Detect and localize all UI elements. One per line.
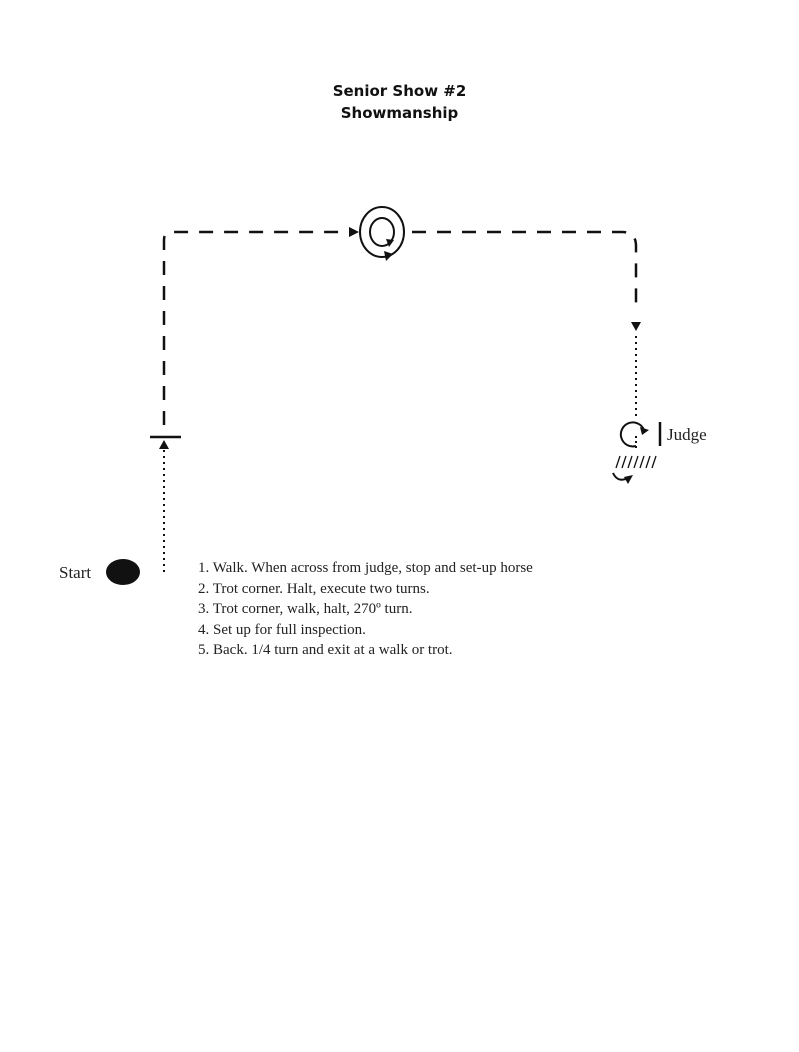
start-label: Start — [59, 563, 92, 582]
class-subtitle: Showmanship — [340, 104, 459, 122]
two-turns-symbol — [360, 207, 404, 261]
instruction-item: 1. Walk. When across from judge, stop and set-up horse — [198, 560, 533, 576]
instruction-list — [198, 558, 533, 661]
judge-label: Judge — [667, 425, 707, 444]
class-title: Senior Show #2 — [332, 82, 467, 100]
quarter-turn-exit-arrow — [613, 473, 633, 484]
instruction-item: 3. Trot corner, walk, halt, 270º turn. — [198, 601, 413, 617]
instruction-item: 4. Set up for full inspection. — [198, 621, 366, 638]
trot-path-left-top — [164, 232, 352, 425]
walk-arrow — [159, 440, 169, 449]
start-marker — [106, 559, 140, 585]
trot-path-top-right — [412, 232, 636, 305]
trot-arrow-right — [631, 322, 641, 331]
turn-270-symbol — [621, 422, 649, 450]
backup-hatch — [616, 456, 656, 468]
trot-arrow-top — [349, 227, 359, 237]
instruction-item: 2. Trot corner. Halt, execute two turns. — [198, 580, 430, 597]
instruction-item: 5. Back. 1/4 turn and exit at a walk or trot. — [198, 642, 453, 658]
